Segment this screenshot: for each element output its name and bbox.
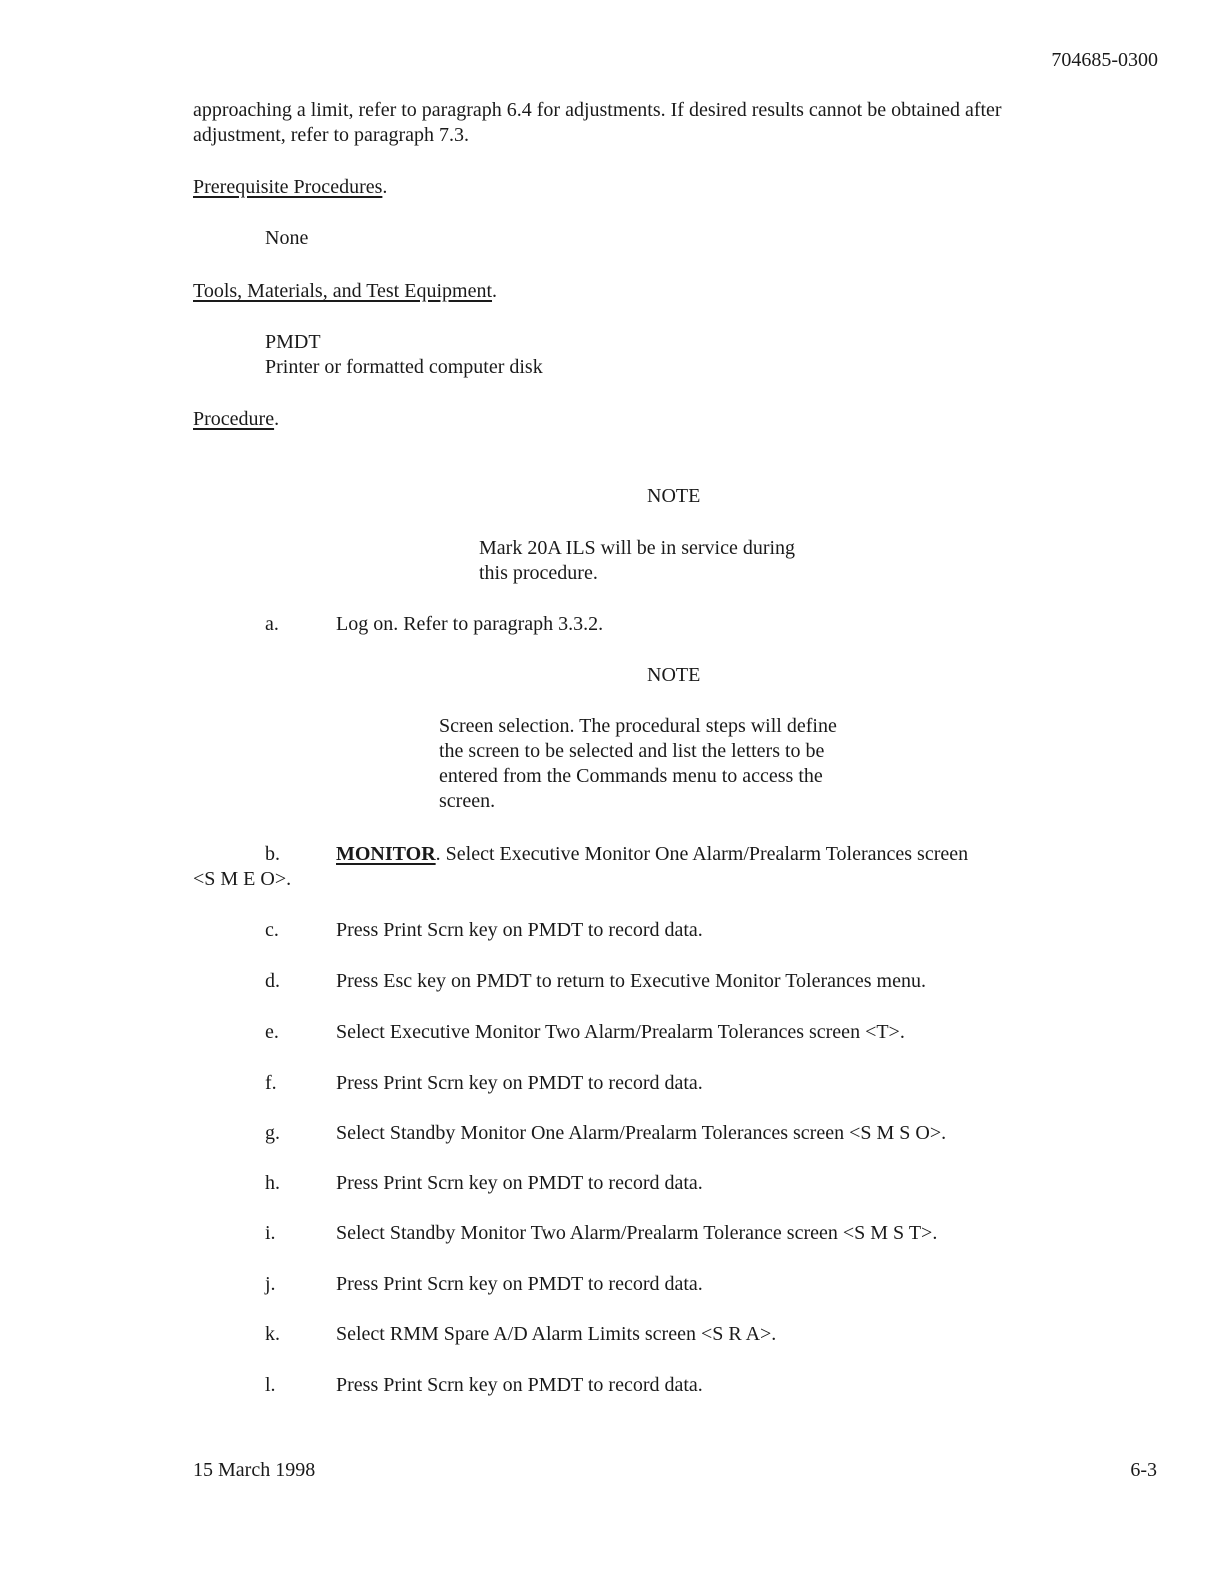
note-line: Screen selection. The procedural steps will define bbox=[439, 715, 837, 737]
step-text: Select Standby Monitor One Alarm/Prealarm Tolerances screen <S M S O>. bbox=[336, 1122, 947, 1144]
note-line: this procedure. bbox=[479, 562, 598, 584]
procedure-heading-text: Procedure bbox=[193, 408, 275, 430]
step-keyword: MONITOR bbox=[336, 843, 436, 865]
intro-line-1: approaching a limit, refer to paragraph 6.4 for adjustments. If desired results cannot be obtained after bbox=[193, 99, 1002, 121]
note-title: NOTE bbox=[647, 664, 701, 686]
intro-paragraph bbox=[193, 98, 1143, 148]
step-text: Press Print Scrn key on PMDT to record data. bbox=[336, 919, 703, 941]
prerequisites-value: None bbox=[265, 227, 309, 249]
prerequisites-heading-text: Prerequisite Procedures bbox=[193, 176, 383, 198]
step-letter: g. bbox=[265, 1122, 280, 1144]
step-text: Select Executive Monitor Two Alarm/Prealarm Tolerances screen <T>. bbox=[336, 1021, 905, 1043]
document-number: 704685-0300 bbox=[1051, 49, 1158, 71]
step-letter: b. bbox=[265, 843, 280, 865]
note-title: NOTE bbox=[647, 485, 701, 507]
step-letter: a. bbox=[265, 613, 279, 635]
tools-item: PMDT bbox=[265, 331, 321, 353]
step-text: Press Print Scrn key on PMDT to record data. bbox=[336, 1374, 703, 1396]
intro-line-2: adjustment, refer to paragraph 7.3. bbox=[193, 124, 470, 146]
note-line: the screen to be selected and list the letters to be bbox=[439, 740, 825, 762]
step-letter: c. bbox=[265, 919, 279, 941]
page-number: 6-3 bbox=[1130, 1459, 1157, 1481]
step-letter: h. bbox=[265, 1172, 280, 1194]
note-line: entered from the Commands menu to access the bbox=[439, 765, 823, 787]
step-letter: k. bbox=[265, 1323, 280, 1345]
tools-item: Printer or formatted computer disk bbox=[265, 356, 543, 378]
step-letter: d. bbox=[265, 970, 280, 992]
step-letter: e. bbox=[265, 1021, 279, 1043]
step-text bbox=[336, 842, 968, 867]
step-text: Press Print Scrn key on PMDT to record data. bbox=[336, 1273, 703, 1295]
step-text: Press Esc key on PMDT to return to Executive Monitor Tolerances menu. bbox=[336, 970, 926, 992]
step-letter: f. bbox=[265, 1072, 277, 1094]
step-text: Log on. Refer to paragraph 3.3.2. bbox=[336, 613, 604, 635]
tools-heading: Tools, Materials, and Test Equipment. bbox=[193, 280, 498, 302]
step-letter: j. bbox=[265, 1273, 276, 1295]
note-body bbox=[439, 714, 837, 814]
tools-heading-text: Tools, Materials, and Test Equipment bbox=[193, 280, 493, 302]
note-line: Mark 20A ILS will be in service during bbox=[479, 537, 796, 559]
footer-date: 15 March 1998 bbox=[193, 1459, 316, 1481]
step-continuation: <S M E O>. bbox=[193, 868, 292, 890]
step-letter: l. bbox=[265, 1374, 276, 1396]
step-letter: i. bbox=[265, 1222, 276, 1244]
prerequisites-heading: Prerequisite Procedures. bbox=[193, 176, 388, 198]
procedure-heading: Procedure. bbox=[193, 408, 280, 430]
note-line: screen. bbox=[439, 790, 496, 812]
step-text-rest: . Select Executive Monitor One Alarm/Prealarm Tolerances screen bbox=[435, 843, 969, 865]
step-text: Press Print Scrn key on PMDT to record data. bbox=[336, 1172, 703, 1194]
note-body bbox=[479, 536, 795, 586]
step-text: Select RMM Spare A/D Alarm Limits screen <S R A>. bbox=[336, 1323, 777, 1345]
step-text: Select Standby Monitor Two Alarm/Prealarm Tolerance screen <S M S T>. bbox=[336, 1222, 938, 1244]
step-text: Press Print Scrn key on PMDT to record data. bbox=[336, 1072, 703, 1094]
